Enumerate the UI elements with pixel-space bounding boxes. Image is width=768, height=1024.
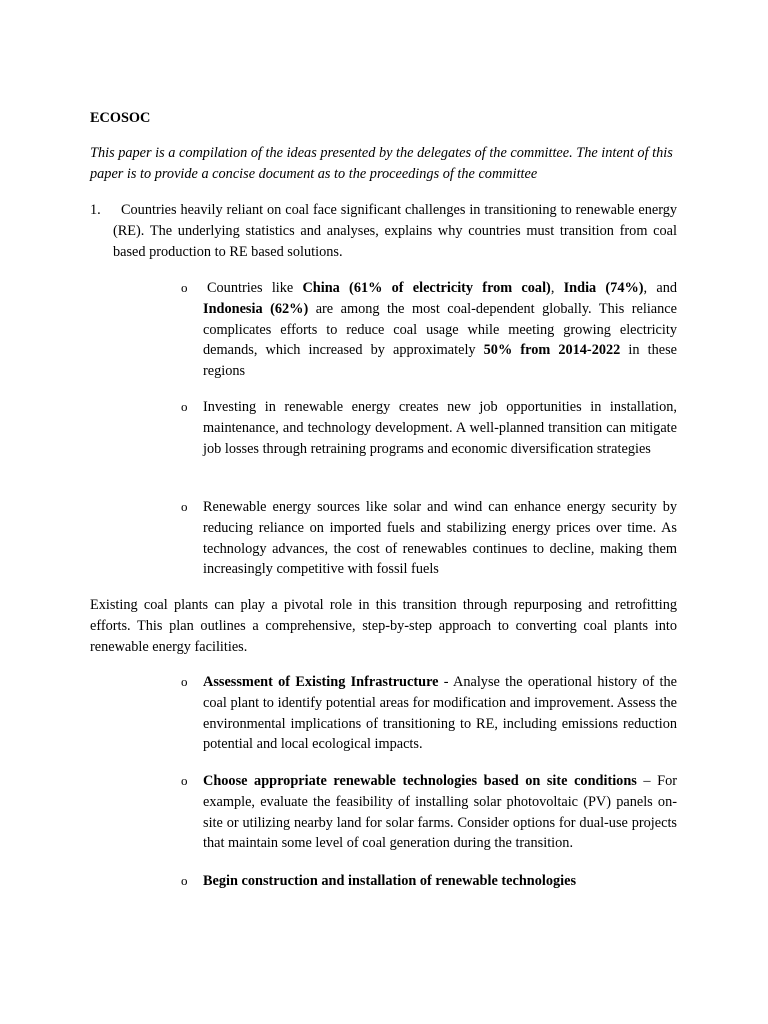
bullet-marker: o — [181, 873, 188, 888]
text-run: - Analyse the operational history of the coal plant to identify potential areas for modification and improvement. Assess the environmental implications of transitioning to RE, including emissions reduction potential and local ecological impacts. — [203, 674, 677, 753]
bullet-text — [203, 672, 677, 755]
bullet-heading: Choose appropriate renewable technologies based on site conditions — [203, 773, 637, 789]
bullet-text — [203, 278, 677, 382]
item-text: Countries heavily reliant on coal face significant challenges in transitioning to renewable energy (RE). The underlying statistics and analyses, explains why countries must transition from coal based production to RE based solutions. — [113, 202, 677, 260]
intro-paragraph: This paper is a compilation of the ideas presented by the delegates of the committee. The intent of this paper is to provide a concise document as to the proceedings of the committee — [90, 145, 673, 182]
body-paragraph: Existing coal plants can play a pivotal role in this transition through repurposing and retrofitting efforts. This plan outlines a comprehensive, step-by-step approach to converting coal plants into renewable energy facilities. — [90, 597, 677, 655]
bullet-heading: Begin construction and installation of renewable technologies — [203, 873, 577, 889]
bullet-marker: o — [181, 499, 188, 514]
text-run: , — [550, 280, 564, 296]
bold-run-indonesia: Indonesia (62%) — [203, 300, 309, 317]
item-number: 1. — [90, 202, 101, 218]
bold-run-china: China (61% of electricity from coal) — [302, 280, 551, 296]
bullet-marker: o — [181, 773, 188, 788]
bullet-assessment — [181, 672, 677, 755]
numbered-item-1 — [90, 200, 677, 262]
bullet-text — [203, 771, 677, 854]
bullet-marker: o — [181, 399, 188, 414]
bullet-text — [203, 871, 677, 892]
text-run: , and — [643, 280, 677, 296]
bullet-construction — [181, 871, 677, 892]
bullet-marker: o — [181, 280, 188, 295]
text-run: – For example, evaluate the feasibility of installing solar photovoltaic (PV) panels on-site or utilizing nearby land for solar farms. Consider options for dual-use projects that maintain some level of coal generation during the transition. — [203, 773, 677, 852]
bullet-text: Investing in renewable energy creates new job opportunities in installation, maintenance, and technology development. A well-planned transition can mitigate job losses through retraining programs and economic diversification strategies — [203, 399, 677, 457]
text-run: Countries like — [207, 280, 303, 296]
bullet-energy-security — [181, 497, 677, 580]
bullet-coal-dependence — [181, 278, 677, 382]
text-run: are among the most coal-dependent globally. This reliance complicates efforts to reduce coal usage while meeting growing electricity demands, which increased by approximately — [203, 300, 677, 359]
bold-run-india: India (74%) — [563, 280, 644, 296]
bullet-text: Renewable energy sources like solar and wind can enhance energy security by reducing reliance on imported fuels and stabilizing energy prices over time. As technology advances, the cost of renewables continues to decline, making them increasingly competitive with fossil fuels — [203, 499, 677, 578]
bullet-technologies — [181, 771, 677, 854]
text-run: in these regions — [203, 342, 677, 380]
bold-run-growth: 50% from 2014-2022 — [483, 342, 621, 359]
document-title: ECOSOC — [90, 110, 151, 126]
bullet-marker: o — [181, 674, 188, 689]
bullet-heading: Assessment of Existing Infrastructure — [203, 674, 439, 690]
bullet-jobs — [181, 397, 677, 459]
